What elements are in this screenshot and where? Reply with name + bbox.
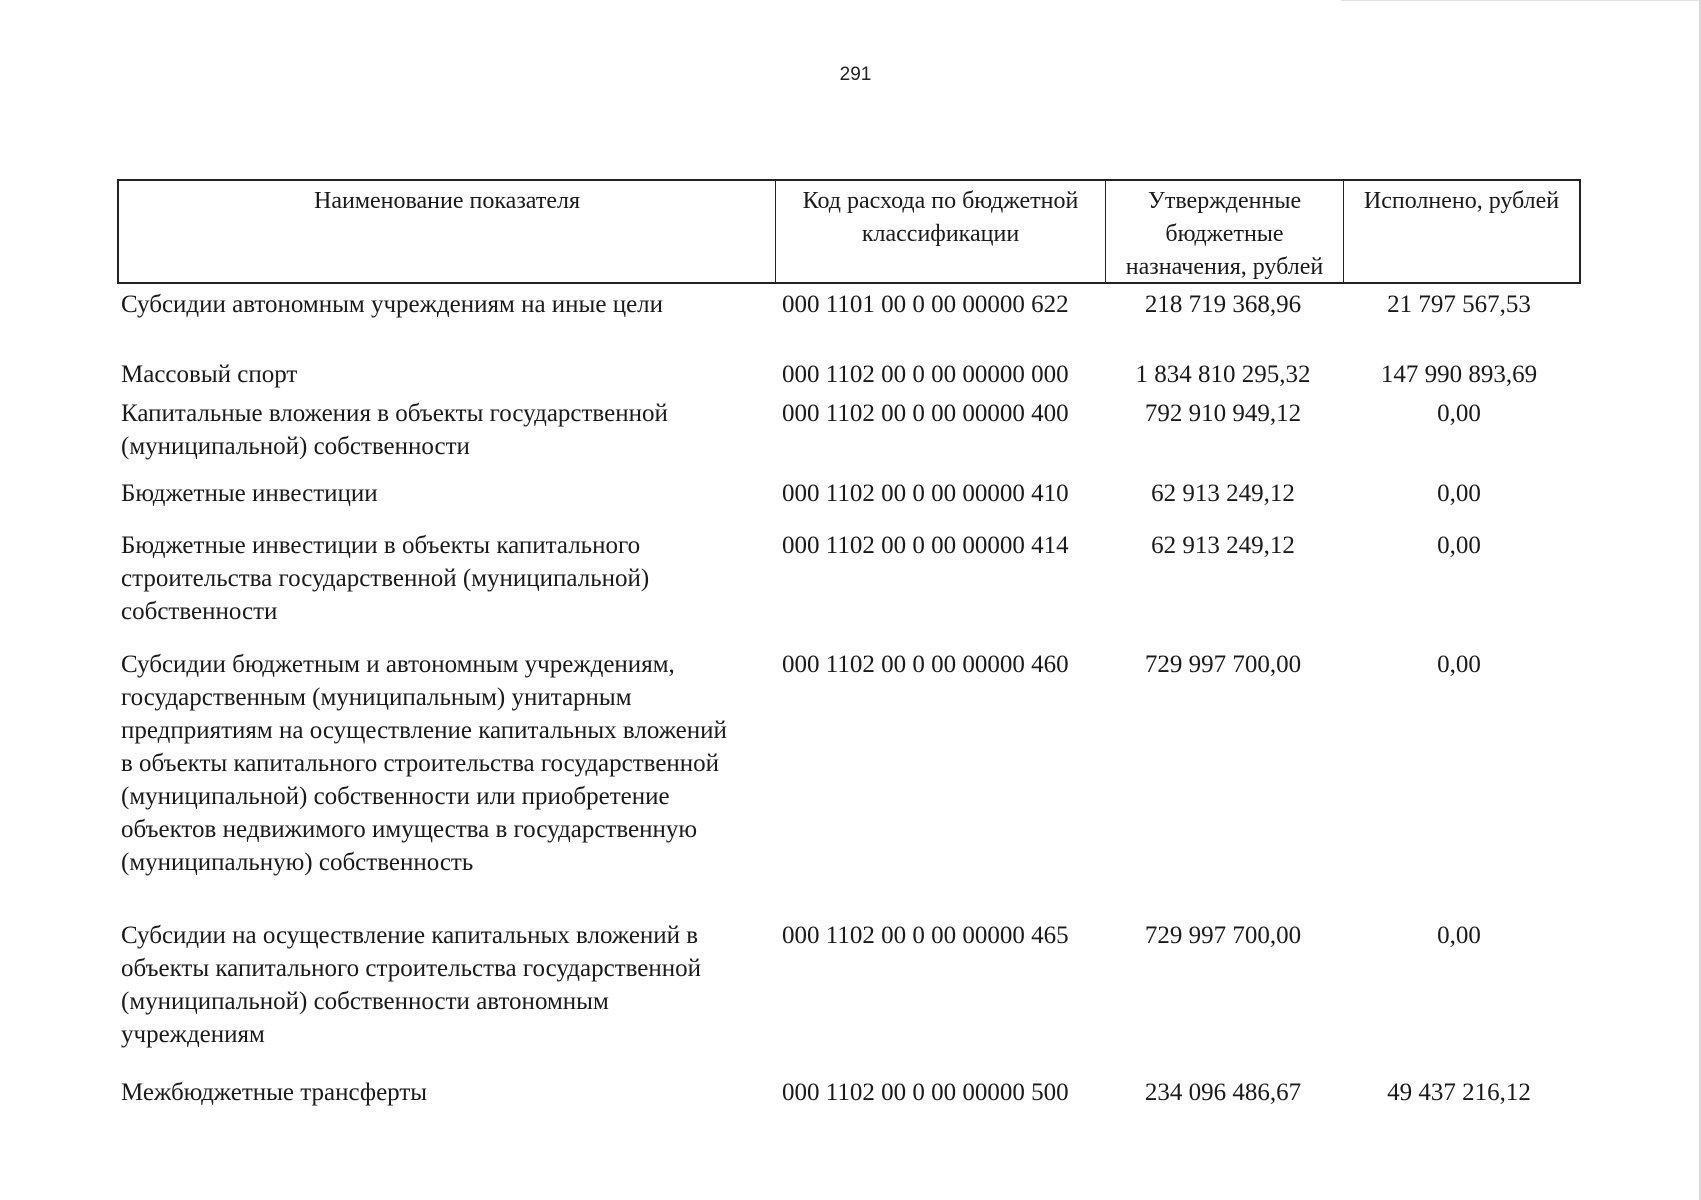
row-executed: 0,00 bbox=[1437, 922, 1481, 949]
row-name bbox=[121, 397, 771, 463]
row-executed: 0,00 bbox=[1437, 532, 1481, 559]
row-name-line: объекты капитального строительства государственной bbox=[121, 955, 702, 982]
row-name-line: государственным (муниципальным) унитарным bbox=[121, 684, 632, 711]
row-name-line: учреждениям bbox=[121, 1021, 265, 1048]
row-approved: 62 913 249,12 bbox=[1151, 480, 1295, 507]
row-name bbox=[121, 477, 771, 510]
row-name-line: (муниципальной) собственности bbox=[121, 433, 470, 460]
budget-table bbox=[117, 179, 1581, 1106]
scan-edge-top bbox=[1341, 0, 1701, 1]
row-code: 000 1102 00 0 00 00000 465 bbox=[782, 922, 1069, 949]
row-name-line: Субсидии на осуществление капитальных вложений в bbox=[121, 922, 699, 949]
row-executed: 21 797 567,53 bbox=[1387, 291, 1531, 318]
row-name-line: (муниципальной) собственности или приобретение bbox=[121, 783, 670, 810]
row-approved: 218 719 368,96 bbox=[1144, 291, 1302, 318]
row-code: 000 1101 00 0 00 00000 622 bbox=[782, 291, 1069, 318]
row-executed: 0,00 bbox=[1437, 651, 1481, 678]
row-code: 000 1102 00 0 00 00000 414 bbox=[782, 532, 1069, 559]
row-executed: 147 990 893,69 bbox=[1380, 361, 1538, 388]
row-name-line: Бюджетные инвестиции bbox=[121, 480, 378, 507]
header-approved-line-1: Утвержденные bbox=[1147, 188, 1302, 214]
header-code bbox=[776, 181, 1106, 282]
row-name bbox=[121, 1076, 771, 1109]
row-name-line: объектов недвижимого имущества в государственную bbox=[121, 816, 698, 843]
row-name-line: Массовый спорт bbox=[121, 361, 298, 388]
header-approved bbox=[1106, 181, 1344, 282]
header-approved-line-2: бюджетные bbox=[1165, 221, 1284, 247]
header-executed: Исполнено, рублей bbox=[1363, 188, 1560, 214]
row-approved: 792 910 949,12 bbox=[1144, 400, 1302, 427]
row-name bbox=[121, 648, 771, 879]
row-executed: 0,00 bbox=[1437, 400, 1481, 427]
row-code: 000 1102 00 0 00 00000 460 bbox=[782, 651, 1069, 678]
row-approved: 1 834 810 295,32 bbox=[1135, 361, 1311, 388]
row-executed: 49 437 216,12 bbox=[1387, 1079, 1531, 1106]
row-name-line: Капитальные вложения в объекты государственной bbox=[121, 400, 668, 427]
row-name-line: строительства государственной (муниципальной) bbox=[121, 565, 650, 592]
row-name-line: в объекты капитального строительства государственной bbox=[121, 750, 720, 777]
header-code-line-1: Код расхода по бюджетной bbox=[802, 188, 1079, 214]
row-name-line: Субсидии автономным учреждениям на иные цели bbox=[121, 291, 664, 318]
row-name bbox=[121, 919, 771, 1051]
header-name: Наименование показателя bbox=[119, 181, 776, 282]
row-approved: 729 997 700,00 bbox=[1144, 922, 1302, 949]
row-code: 000 1102 00 0 00 00000 000 bbox=[782, 361, 1069, 388]
row-name bbox=[121, 288, 771, 321]
row-approved: 234 096 486,67 bbox=[1144, 1079, 1302, 1106]
row-name-line: Межбюджетные трансферты bbox=[121, 1079, 428, 1106]
row-name-line: предприятиям на осуществление капитальных вложений bbox=[121, 717, 727, 744]
row-approved: 62 913 249,12 bbox=[1151, 532, 1295, 559]
row-approved: 729 997 700,00 bbox=[1144, 651, 1302, 678]
row-code: 000 1102 00 0 00 00000 500 bbox=[782, 1079, 1069, 1106]
row-name-line: (муниципальной) собственности автономным bbox=[121, 988, 609, 1015]
row-name-line: Бюджетные инвестиции в объекты капитального bbox=[121, 532, 641, 559]
row-executed: 0,00 bbox=[1437, 480, 1481, 507]
page-number: 291 bbox=[839, 64, 872, 85]
row-name-line: собственности bbox=[121, 598, 278, 625]
row-code: 000 1102 00 0 00 00000 400 bbox=[782, 400, 1069, 427]
row-name bbox=[121, 358, 771, 391]
header-approved-line-3: назначения, рублей bbox=[1125, 254, 1324, 280]
header-code-line-2: классификации bbox=[861, 221, 1020, 247]
row-code: 000 1102 00 0 00 00000 410 bbox=[782, 480, 1069, 507]
row-name-line: Субсидии бюджетным и автономным учреждениям, bbox=[121, 651, 675, 678]
row-name-line: (муниципальную) собственность bbox=[121, 849, 474, 876]
table-header bbox=[117, 179, 1581, 284]
row-name bbox=[121, 529, 771, 628]
